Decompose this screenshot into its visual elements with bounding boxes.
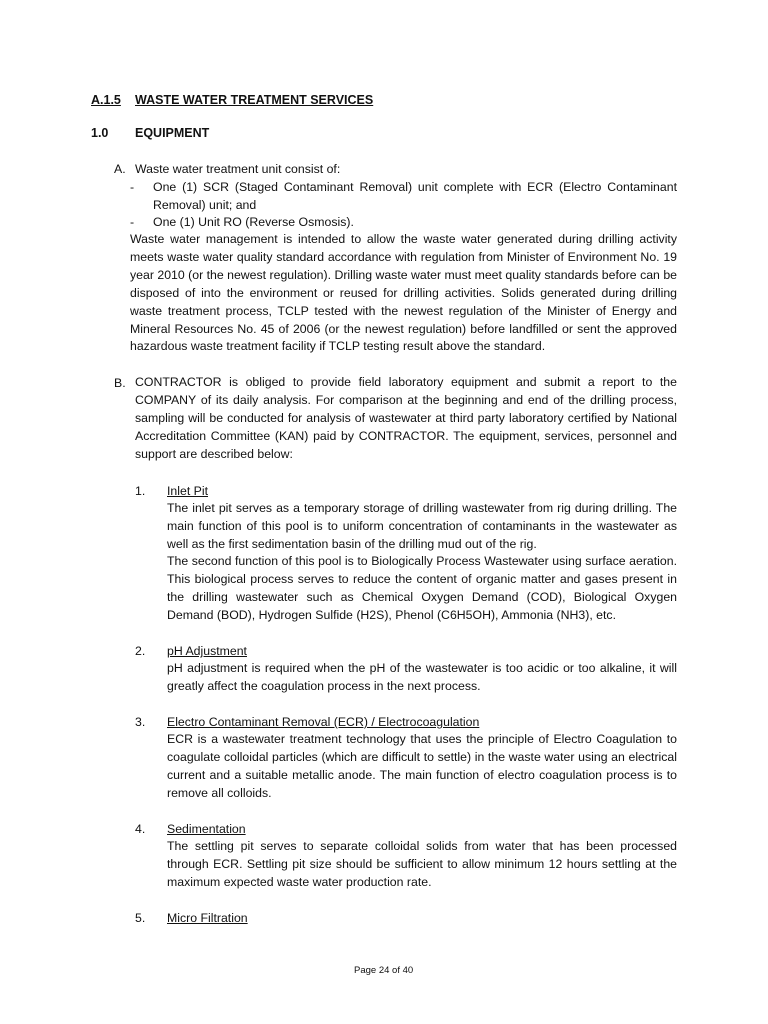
section-number: 1.0 [91,126,109,140]
item-b-paragraph: CONTRACTOR is obliged to provide field laboratory equipment and submit a report to the COMPANY of its daily analysis. For comparison at the beginning and end of the drilling process, sampling will be conducted for analysis of wastewater at third party laboratory certified by National Accreditation Committee (KAN) paid by CONTRACTOR. The equipment, services, personnel and support are described below: [135,375,677,461]
bullet-2-text: One (1) Unit RO (Reverse Osmosis). [153,215,354,229]
list-item-title: pH Adjustment [167,644,247,658]
item-a-lead: Waste water treatment unit consist of: [135,162,341,176]
list-item-number: 4. [135,822,146,836]
list-item-number: 3. [135,715,146,729]
list-item-title: Sedimentation [167,822,246,836]
list-item-paragraph: ECR is a wastewater treatment technology that uses the principle of Electro Coagulation to coagulate colloidal particles (which are difficult to settle) in the waste water using an electrical current and a suitable metallic anode. The main function of electro coagulation process is to remove all colloids. [167,732,677,800]
list-item-paragraph: The second function of this pool is to Biologically Process Wastewater using surface aeration. This biological process serves to reduce the content of organic matter and gases present in the drilling wastewater such as Chemical Oxygen Demand (COD), Biological Oxygen Demand (BOD), Hydrogen Sulfide (H2S), Phenol (C6H5OH), Ammonia (NH3), etc. [167,554,677,622]
bullet-1-line-2: Removal) unit; and [153,198,257,212]
section-title: EQUIPMENT [135,126,210,140]
list-item-number: 2. [135,644,146,658]
list-item-title: Micro Filtration [167,911,248,925]
bullet-1-line-1: One (1) SCR (Staged Contaminant Removal) unit complete with ECR (Electro Contaminant [153,180,677,194]
item-a-paragraph: Waste water management is intended to allow the waste water generated during drilling activity meets waste water quality standard accordance with regulation from Minister of Environment No. 19 year 2010 (or the newest regulation). Drilling waste water must meet quality standards before can be disposed of into the environment or reused for drilling activities. Solids generated during drilling waste treatment process, TCLP tested with the newest regulation of the Minister of Energy and Mineral Resources No. 45 of 2006 (or the newest regulation) before landfilled or sent the approved hazardous waste treatment facility if TCLP testing result above the standard. [130,232,677,354]
list-item-number: 5. [135,911,146,925]
list-item-number: 1. [135,484,146,498]
list-item-title: Inlet Pit [167,484,209,498]
list-item-title: Electro Contaminant Removal (ECR) / Electrocoagulation [167,715,480,729]
page-number: Page 24 of 40 [354,965,414,976]
item-b-marker: B. [114,376,126,390]
bullet-dash: - [130,180,135,194]
heading-title: WASTE WATER TREATMENT SERVICES [135,93,374,107]
list-item-paragraph: The inlet pit serves as a temporary storage of drilling wastewater from rig during drilling. The main function of this pool is to uniform concentration of contaminants in the wastewater as well as the first sedimentation basin of the drilling mud out of the rig. [167,501,677,551]
item-a-marker: A. [114,162,126,176]
list-item-paragraph: pH adjustment is required when the pH of the wastewater is too acidic or too alkaline, it will greatly affect the coagulation process in the next process. [167,661,677,693]
heading-number: A.1.5 [91,93,121,107]
bullet-dash: - [130,215,135,229]
list-item-paragraph: The settling pit serves to separate colloidal solids from water that has been processed through ECR. Settling pit size should be sufficient to allow minimum 12 hours settling at the maximum expected waste water production rate. [167,839,677,889]
